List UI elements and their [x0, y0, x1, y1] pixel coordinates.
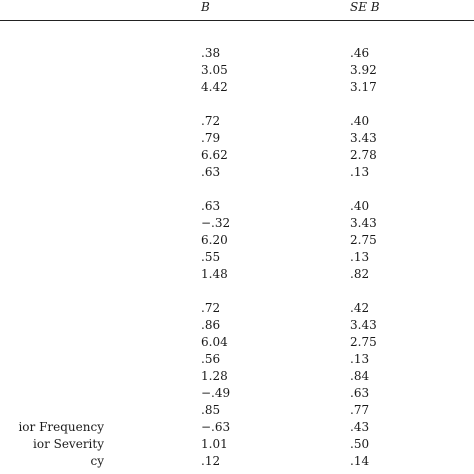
b-value: 6.20 — [201, 233, 228, 247]
table-row — [0, 300, 474, 317]
table-row — [0, 113, 474, 130]
se-b-value: 3.17 — [350, 80, 377, 94]
row-label: cy — [90, 454, 104, 468]
table-row — [0, 317, 474, 334]
row-label: ior Frequency — [18, 420, 104, 434]
se-b-value: .13 — [350, 165, 370, 179]
table-row — [0, 402, 474, 419]
se-b-value: .63 — [350, 386, 370, 400]
se-b-value: 3.43 — [350, 216, 377, 230]
se-b-value: .40 — [350, 199, 370, 213]
b-value: 6.04 — [201, 335, 228, 349]
table-row — [0, 334, 474, 351]
se-b-value: 3.92 — [350, 63, 377, 77]
se-b-value: .14 — [350, 454, 370, 468]
table-row — [0, 385, 474, 402]
table-row — [0, 436, 474, 453]
table-row — [0, 62, 474, 79]
se-b-value: 2.75 — [350, 233, 377, 247]
table-row — [0, 130, 474, 147]
se-b-value: .77 — [350, 403, 370, 417]
table-row — [0, 164, 474, 181]
se-b-value: .84 — [350, 369, 370, 383]
table-row — [0, 215, 474, 232]
se-b-value: .13 — [350, 250, 370, 264]
b-value: 1.48 — [201, 267, 228, 281]
table-row — [0, 351, 474, 368]
se-b-value: 3.43 — [350, 131, 377, 145]
column-header-b: B — [201, 0, 210, 14]
b-value: 6.62 — [201, 148, 228, 162]
b-value: 3.05 — [201, 63, 228, 77]
table-row — [0, 79, 474, 96]
b-value: .79 — [201, 131, 221, 145]
b-value: 4.42 — [201, 80, 228, 94]
table-row — [0, 45, 474, 62]
b-value: .72 — [201, 301, 221, 315]
se-b-value: .82 — [350, 267, 370, 281]
se-b-value: .43 — [350, 420, 370, 434]
b-value: .85 — [201, 403, 221, 417]
se-b-value: .50 — [350, 437, 370, 451]
se-b-value: 3.43 — [350, 318, 377, 332]
table-row — [0, 419, 474, 436]
b-value: .63 — [201, 165, 221, 179]
b-value: −.49 — [201, 386, 231, 400]
se-b-value: .40 — [350, 114, 370, 128]
se-b-value: .42 — [350, 301, 370, 315]
b-value: .55 — [201, 250, 221, 264]
se-b-value: .46 — [350, 46, 370, 60]
table-row — [0, 147, 474, 164]
column-header-se-b: SE B — [350, 0, 380, 14]
se-b-value: .13 — [350, 352, 370, 366]
b-value: .63 — [201, 199, 221, 213]
b-value: 1.28 — [201, 369, 228, 383]
table-row — [0, 266, 474, 283]
b-value: .56 — [201, 352, 221, 366]
table-row — [0, 198, 474, 215]
b-value: −.63 — [201, 420, 231, 434]
b-value: 1.01 — [201, 437, 228, 451]
table-row — [0, 368, 474, 385]
b-value: .72 — [201, 114, 221, 128]
row-label: ior Severity — [33, 437, 104, 451]
b-value: −.32 — [201, 216, 231, 230]
b-value: .86 — [201, 318, 221, 332]
header-top-rule — [0, 20, 474, 21]
se-b-value: 2.78 — [350, 148, 377, 162]
b-value: .12 — [201, 454, 221, 468]
se-b-value: 2.75 — [350, 335, 377, 349]
b-value: .38 — [201, 46, 221, 60]
table-row — [0, 249, 474, 266]
table-row — [0, 232, 474, 249]
table-row — [0, 453, 474, 470]
